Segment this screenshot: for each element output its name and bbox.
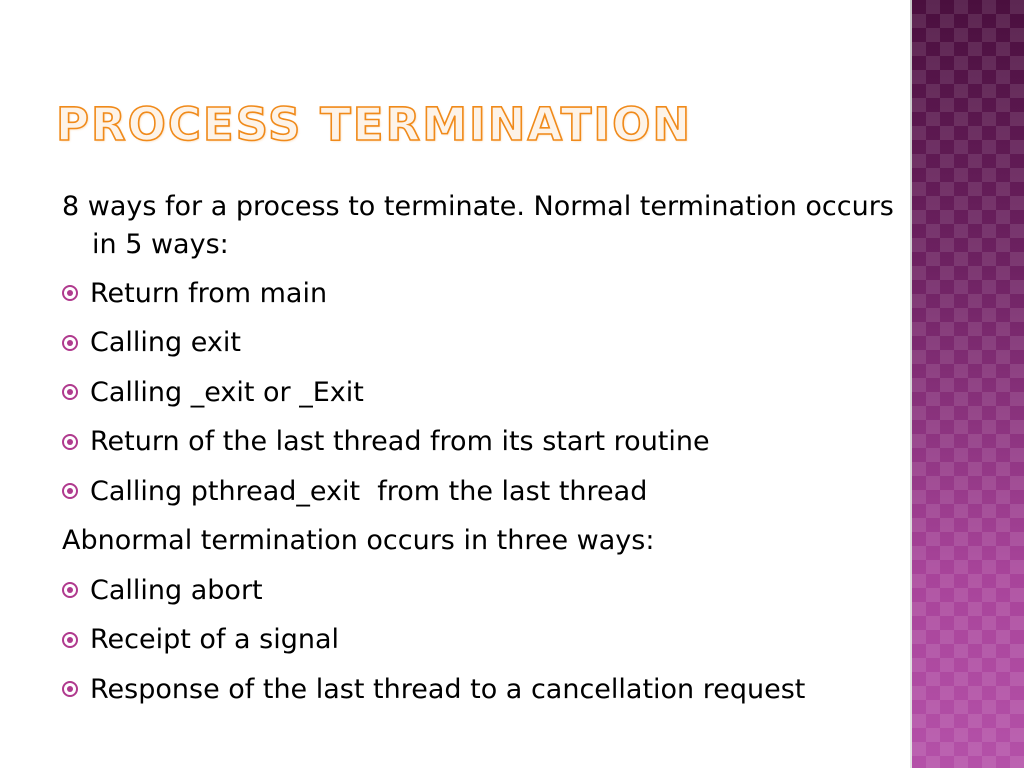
list-item-text: Calling exit: [90, 327, 241, 358]
list-item-text: Calling _exit or _Exit: [90, 376, 364, 408]
list-item-text: Receipt of a signal: [90, 624, 340, 655]
bullet-icon: [62, 285, 78, 301]
slide-title: PROCESS TERMINATION: [56, 98, 693, 151]
bullet-icon: [62, 384, 78, 400]
list-item-text: Calling pthread_exit from the last thread: [90, 475, 648, 507]
bullet-icon: [62, 582, 78, 598]
bullet-icon: [62, 681, 78, 697]
list-item-text: Calling abort: [90, 574, 263, 606]
list-item-text: Return of the last thread from its start routine: [90, 426, 710, 457]
list-item-normal: [62, 375, 902, 409]
bullet-icon: [62, 483, 78, 499]
list-item-normal: [62, 276, 902, 310]
decorative-side-band: [912, 0, 1024, 768]
bullet-icon: [62, 632, 78, 648]
bullet-icon: [62, 335, 78, 351]
list-item-abnormal: [62, 573, 902, 607]
list-item-normal: [62, 474, 902, 508]
list-item-text: Return from main: [90, 277, 328, 309]
slide-body: [62, 188, 902, 722]
bullet-icon: [62, 434, 78, 450]
list-item-normal: [62, 425, 902, 459]
abnormal-heading: Abnormal termination occurs in three ways:: [62, 524, 655, 556]
list-item-normal: [62, 326, 902, 360]
intro-text: 8 ways for a process to terminate. Normal termination occurs in 5 ways:: [62, 191, 894, 260]
list-item-text: Response of the last thread to a cancellation request: [90, 673, 806, 705]
list-item-abnormal: [62, 623, 902, 657]
list-item-abnormal: [62, 672, 902, 706]
